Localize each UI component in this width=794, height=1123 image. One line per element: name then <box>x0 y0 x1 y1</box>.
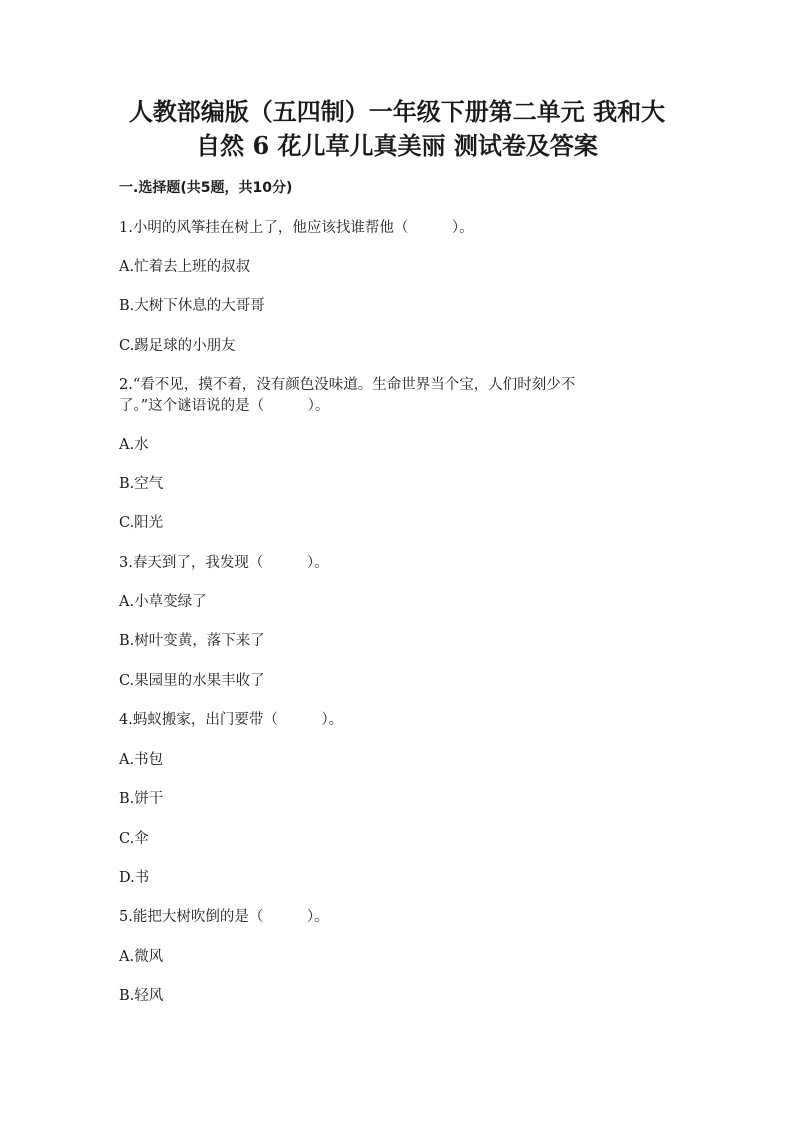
document-title-line-2: 自然 6 花儿草儿真美丽 测试卷及答案 <box>196 131 598 160</box>
question-4-option-b: B.饼干 <box>119 791 164 807</box>
question-2-stem-line-2: 了。”这个谜语说的是（ ）。 <box>119 398 330 414</box>
question-2-stem-line-1: 2.“看不见，摸不着，没有颜色没味道。生命世界当个宝，人们时刻少不 <box>119 377 576 393</box>
question-1-stem: 1.小明的风筝挂在树上了，他应该找谁帮他（ ）。 <box>119 220 474 236</box>
question-2-option-a: A.水 <box>119 437 149 453</box>
question-5-option-b: B.轻风 <box>119 988 164 1004</box>
question-4-stem: 4.蚂蚁搬家，出门要带（ ）。 <box>119 712 344 728</box>
document-title-line-1: 人教部编版（五四制）一年级下册第二单元 我和大 <box>128 97 666 126</box>
question-3-stem: 3.春天到了，我发现（ ）。 <box>119 555 329 571</box>
question-3-option-b: B.树叶变黄，落下来了 <box>119 633 265 649</box>
section-heading: 一.选择题(共5题，共10分) <box>119 180 293 196</box>
question-5-stem: 5.能把大树吹倒的是（ ）。 <box>119 909 329 925</box>
question-1-option-b: B.大树下休息的大哥哥 <box>119 298 265 314</box>
question-4-option-d: D.书 <box>119 870 150 886</box>
question-3-option-a: A.小草变绿了 <box>119 594 207 610</box>
question-3-option-c: C.果园里的水果丰收了 <box>119 673 265 689</box>
question-1-option-a: A.忙着去上班的叔叔 <box>119 259 251 275</box>
question-1-option-c: C.踢足球的小朋友 <box>119 338 236 354</box>
question-4-option-c: C.伞 <box>119 831 149 847</box>
question-4-option-a: A.书包 <box>119 752 164 768</box>
question-2-option-b: B.空气 <box>119 476 164 492</box>
question-2-option-c: C.阳光 <box>119 515 164 531</box>
question-5-option-a: A.微风 <box>119 949 164 965</box>
